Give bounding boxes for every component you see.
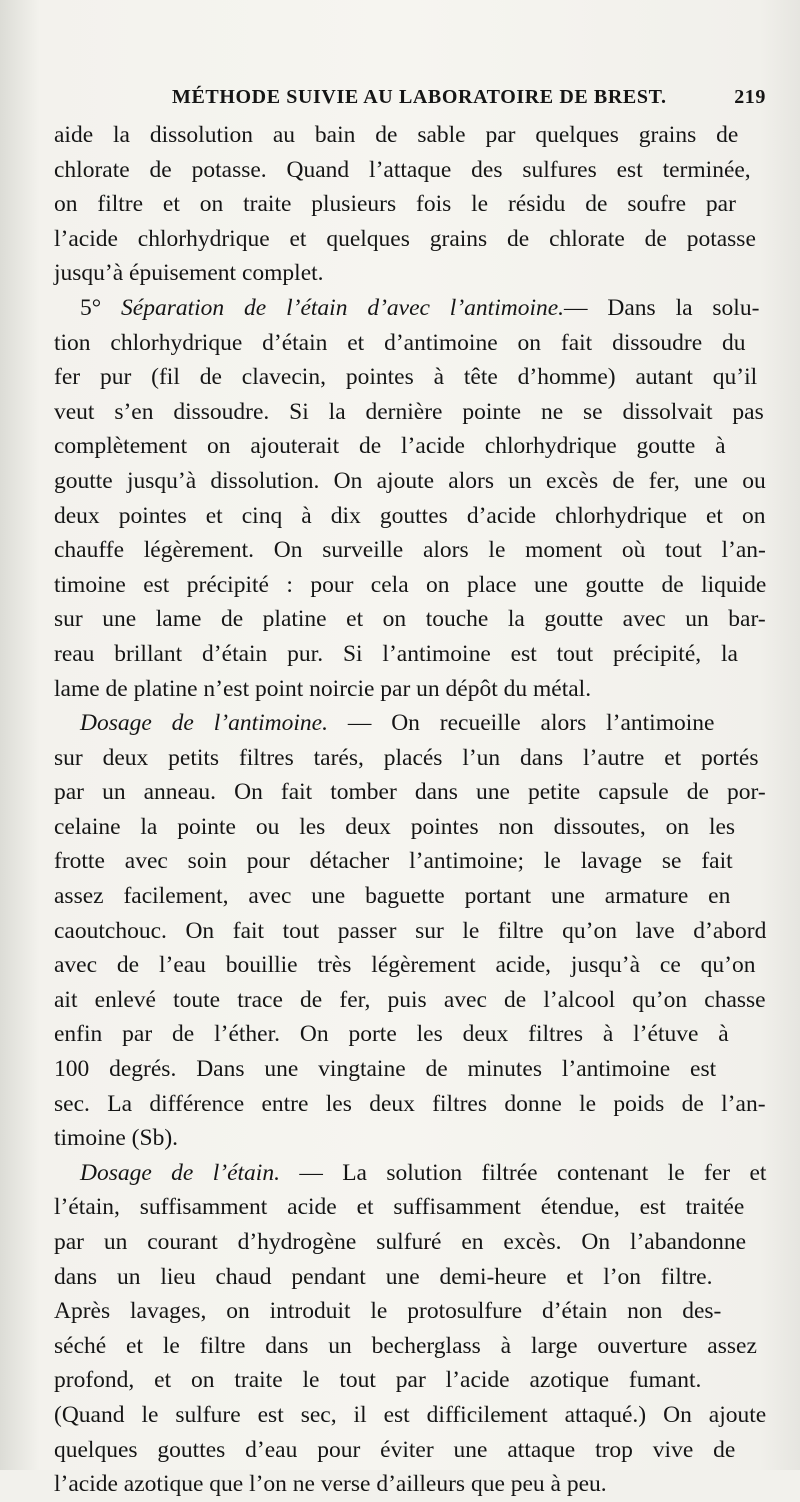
text-line: par un courant d’hydrogène sulfuré en excès. On l’abandonne [54,1229,747,1255]
section-heading-line [54,1156,766,1191]
text-line: reau brillant d’étain pur. Si l’antimoine est tout précipité, la [54,640,738,667]
text-line: ait enlevé toute trace de fer, puis avec de l’alcool qu’on chasse [54,986,766,1013]
text-line: l’étain, suffisamment acide et suffisamment étendue, est traitée [54,1194,745,1221]
text-line: tion chlorhydrique d’étain et d’antimoine on fait dissoudre du [54,329,746,356]
text-line: goutte jusqu’à dissolution. On ajoute alors un excès de fer, une ou [54,467,766,494]
text-line: fer pur (fil de clavecin, pointes à tête d’homme) autant qu’il [54,364,758,391]
text-line: enfin par de l’éther. On porte les deux filtres à l’étuve à [54,1021,729,1048]
page-number: 219 [734,86,766,108]
text-line: timoine (Sb). [54,1125,179,1152]
section-heading-line [54,291,766,326]
text-line: quelques gouttes d’eau pour éviter une attaque trop vive de [54,1436,736,1463]
text-line: veut s’en dissoudre. Si la dernière pointe ne se dissolvait pas [54,398,764,425]
section-number: 5° [80,294,102,321]
text-line: caoutchouc. On fait tout passer sur le filtre qu’on lave d’abord [54,917,767,944]
text-line: (Quand le sulfure est sec, il est difficilement attaqué.) On ajoute [54,1401,767,1428]
text-line: dans un lieu chaud pendant une demi-heure et l’on filtre. [54,1263,713,1290]
section-text: — On recueille alors l’antimoine [347,710,715,737]
section-text: — Dans la solu- [564,294,760,321]
text-line: frotte avec soin pour détacher l’antimoine; le lavage se fait [54,848,733,875]
text-line: séché et le filtre dans un becherglass à large ouverture assez [54,1332,757,1359]
text-line: chlorate de potasse. Quand l’attaque des sulfures est terminée, [54,156,751,183]
text-line: lame de platine n’est point noircie par un dépôt du métal. [54,675,592,702]
section-title: Dosage de l’étain. [80,1159,280,1186]
running-header [54,84,766,114]
text-line: assez facilement, avec une baguette portant une armature en [54,883,731,910]
section-title: Dosage de l’antimoine. [80,710,328,737]
text-line: avec de l’eau bouillie très légèrement acide, jusqu’à ce qu’on [54,952,756,979]
text-line: timoine est précipité : pour cela on place une goutte de liquide [54,571,767,598]
section-title: Séparation de l’étain d’avec l’antimoine. [121,294,565,321]
section-heading-line [54,706,766,741]
text-line: on filtre et on traite plusieurs fois le résidu de soufre par [54,191,736,218]
text-line: sec. La différence entre les deux filtres donne le poids de l’an- [54,1090,766,1117]
text-line: sur deux petits filtres tarés, placés l’un dans l’autre et portés [54,744,759,771]
text-line: celaine la pointe ou les deux pointes non dissoutes, on les [54,813,736,840]
text-line: complètement on ajouterait de l’acide chlorhydrique goutte à [54,433,726,460]
text-line: jusqu’à épuisement complet. [54,260,324,287]
text-line: l’acide chlorhydrique et quelques grains de chlorate de potasse [54,225,756,252]
text-line: l’acide azotique que l’on ne verse d’ailleurs que peu à peu. [54,1471,607,1498]
body-text [54,118,766,1502]
text-line: par un anneau. On fait tomber dans une petite capsule de por- [54,779,766,806]
text-line: 100 degrés. Dans une vingtaine de minutes l’antimoine est [54,1056,717,1083]
text-line: profond, et on traite le tout par l’acide azotique fumant. [54,1367,702,1394]
text-line: deux pointes et cinq à dix gouttes d’acide chlorhydrique et on [54,502,766,529]
text-line: Après lavages, on introduit le protosulfure d’étain non des- [54,1298,722,1325]
text-line: chauffe légèrement. On surveille alors le moment où tout l’an- [54,537,766,564]
text-line: sur une lame de platine et on touche la goutte avec un bar- [54,606,766,633]
running-title: MÉTHODE SUIVIE AU LABORATOIRE DE BREST. [172,86,667,108]
section-text: — La solution filtrée contenant le fer et [299,1159,767,1186]
text-line: aide la dissolution au bain de sable par quelques grains de [54,122,739,148]
